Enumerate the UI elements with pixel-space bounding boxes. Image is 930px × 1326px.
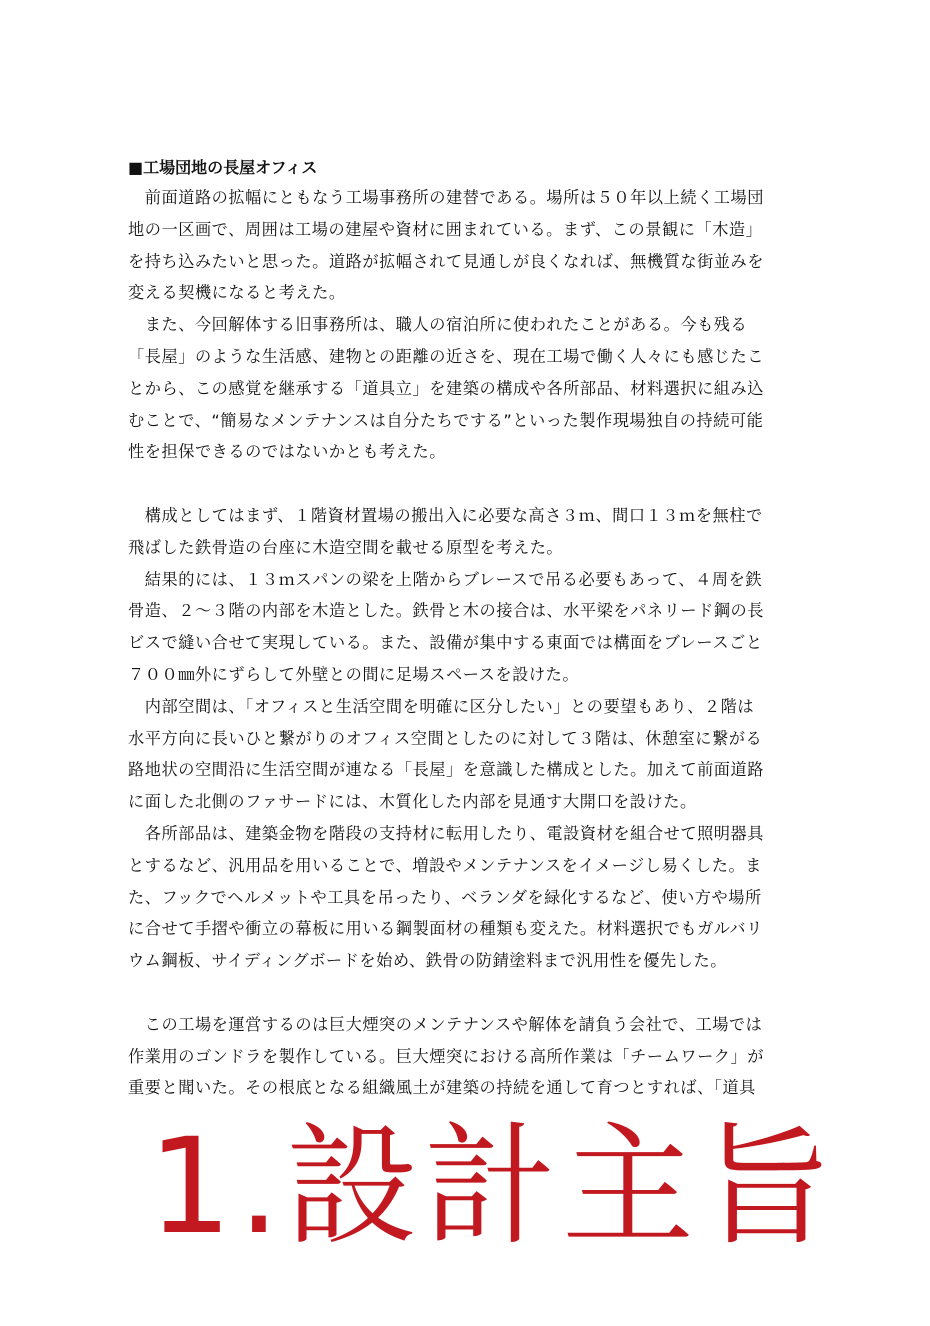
text-line: この工場を運営するのは巨大煙突のメンテナンスや解体を請負う会社で、工場では bbox=[128, 1014, 763, 1034]
text-line: 水平方向に長いひと繋がりのオフィス空間としたのに対して３階は、休憩室に繋がる bbox=[128, 728, 763, 748]
text-line: ウム鋼板、サイディングボードを始め、鉄骨の防錆塗料まで汎用性を優先した。 bbox=[128, 951, 727, 971]
text-line: に合せて手摺や衝立の幕板に用いる鋼製面材の種類も変えた。材料選択でもガルバリ bbox=[128, 919, 763, 939]
text-line: を持ち込みたいと思った。道路が拡幅されて見通しが良くなれば、無機質な街並みを bbox=[128, 251, 765, 271]
text-line: 前面道路の拡幅にともなう工場事務所の建替である。場所は５０年以上続く工場団 bbox=[128, 188, 765, 207]
text-line: 各所部品は、建築金物を階段の支持材に転用したり、電設資材を組合せて照明器具 bbox=[128, 823, 765, 843]
text-line: 作業用のゴンドラを製作している。巨大煙突における高所作業は「チームワーク」が bbox=[128, 1046, 765, 1066]
text-line: 性を担保できるのではないかとも考えた。 bbox=[128, 442, 447, 462]
paragraph-2 bbox=[128, 309, 792, 468]
text-line: 飛ばした鉄骨造の台座に木造空間を載せる原型を考えた。 bbox=[128, 537, 564, 557]
text-line: 変える契機になると考えた。 bbox=[128, 283, 346, 303]
paragraph-4 bbox=[128, 564, 792, 691]
paragraph-7 bbox=[128, 1009, 792, 1104]
text-line: 結果的には、１３ｍスパンの梁を上階からブレースで吊る必要もあって、４周を鉄 bbox=[128, 569, 763, 589]
section-heading: ■工場団地の長屋オフィス bbox=[128, 158, 318, 177]
text-line: 内部空間は、「オフィスと生活空間を明確に区分したい」との要望もあり、２階は bbox=[128, 696, 755, 716]
text-line: 重要と聞いた。その根底となる組織風土が建築の持続を通して育つとすれば、「道具 bbox=[128, 1078, 756, 1098]
paragraph-5 bbox=[128, 691, 792, 818]
text-line: とするなど、汎用品を用いることで、増設やメンテナンスをイメージし易くした。ま bbox=[128, 855, 762, 875]
text-line: た、フックでヘルメットや工具を吊ったり、ベランダを緑化するなど、使い方や場所 bbox=[128, 887, 762, 907]
text-line: 「長屋」のような生活感、建物との距離の近さを、現在工場で働く人々にも感じたこ bbox=[128, 346, 765, 366]
text-line: 構成としてはまず、１階資材置場の搬出入に必要な高さ３ｍ、間口１３ｍを無柱で bbox=[128, 505, 763, 525]
text-line: ビスで縫い合せて実現している。また、設備が集中する東面では構面をブレースごと bbox=[128, 633, 763, 653]
text-line: とから、この感覚を継承する「道具立」を建築の構成や各所部品、材料選択に組み込 bbox=[128, 378, 765, 398]
text-line: 骨造、２～３階の内部を木造とした。鉄骨と木の接合は、水平梁をパネリード鋼の長 bbox=[128, 601, 765, 621]
paragraph-gap bbox=[128, 468, 792, 500]
text-line: また、今回解体する旧事務所は、職人の宿泊所に使われたことがある。今も残る bbox=[128, 315, 748, 335]
section-title: 1.設計主旨 bbox=[148, 1110, 838, 1264]
text-line: 路地状の空間沿に生活空間が連なる「長屋」を意識した構成とした。加えて前面道路 bbox=[128, 760, 765, 780]
paragraph-gap bbox=[128, 977, 792, 1009]
text-line: 地の一区画で、周囲は工場の建屋や資材に囲まれている。まず、この景観に「木造」 bbox=[128, 219, 763, 239]
text-line: ７００㎜外にずらして外壁との間に足場スペースを設けた。 bbox=[128, 664, 580, 684]
document-body bbox=[128, 154, 792, 1104]
text-line: むことで、“簡易なメンテナンスは自分たちでする”といった製作現場独自の持続可能 bbox=[128, 410, 764, 430]
paragraph-6 bbox=[128, 818, 792, 977]
paragraph-3 bbox=[128, 500, 792, 564]
paragraph-1 bbox=[128, 182, 792, 309]
text-line: に面した北側のファサードには、木質化した内部を見通す大開口を設けた。 bbox=[128, 792, 697, 812]
